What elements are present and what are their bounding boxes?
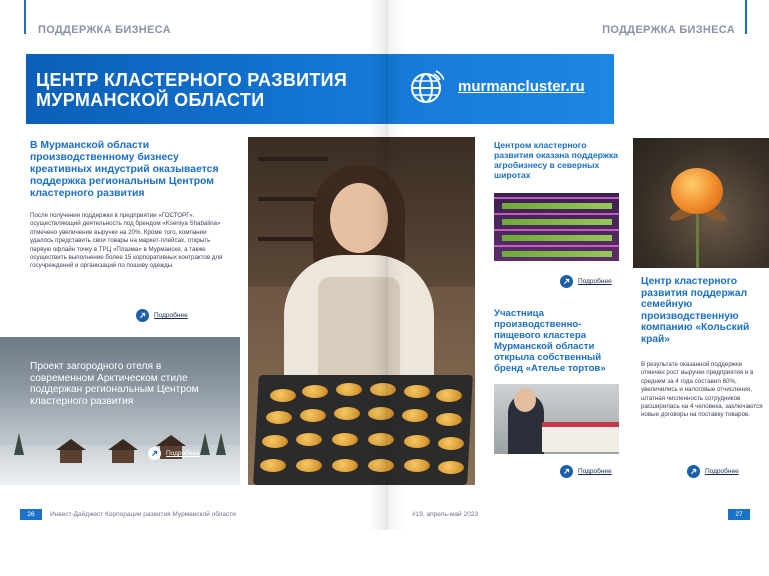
arrow-up-right-icon [560, 275, 573, 288]
baker-photo [248, 137, 475, 485]
arrow-up-right-icon [687, 465, 700, 478]
kola-article-body: В результате оказанной поддержки отмечен рост выручки предприятия и в среднем за 4 года составил 60%, увеличились и налоговые отчисления, штатная численность сотрудников расширилась на 4 человека, заключаются новые договоры на поставку товаров. [641, 361, 763, 419]
footer-issue: #19, апрель-май 2023 [412, 511, 478, 518]
creative-article-title: В Мурманской области производственному бизнесу креативных индустрий оказывается поддержка региональным Центром кластерного развития [30, 140, 219, 199]
section-header-left: ПОДДЕРЖКА БИЗНЕСА [38, 24, 171, 36]
arrow-up-right-icon [560, 465, 573, 478]
cake-article-title: Участница производственно-пищевого кластера Мурманской области открыла собственный бренд «Ателье тортов» [494, 308, 606, 374]
hotel-more-link[interactable] [148, 447, 200, 460]
footer-publication: Инвест-Дайджест Корпорации развития Мурманской области [50, 511, 236, 518]
arrow-up-right-icon [136, 309, 149, 322]
more-label: Подробнее [578, 468, 612, 475]
creative-more-link[interactable] [136, 309, 188, 322]
left-accent-line [24, 0, 26, 34]
page-number-left: 26 [20, 509, 42, 520]
right-accent-line [745, 0, 747, 34]
more-label: Подробнее [154, 312, 188, 319]
greenhouse-photo [494, 193, 619, 261]
hotel-article-title: Проект загородного отеля в современном Арктическом стиле поддержан региональным Центром кластерного развития [30, 361, 199, 407]
section-header-right: ПОДДЕРЖКА БИЗНЕСА [602, 24, 735, 36]
creative-article-body: После получения поддержки в предприятии «ГОСТОРГ», осуществляющий деятельность под брендом «Kseniya Shabalina» отмечено увеличение выручки на 20%. Кроме того, компании удалось представить свои товары на маркет-плейсах, открыть первую офлайн точку в ТРЦ «Плазма» в Мурманске, а также осуществить выполнение более 15 корпоративных контрактов для госучреждений и организаций по пошиву одежды. [30, 212, 223, 270]
kola-article-title: Центр кластерного развития поддержал семейную производственную компанию «Кольский край» [641, 276, 750, 345]
kola-more-link[interactable] [687, 465, 739, 478]
cake-atelier-photo [494, 384, 619, 454]
banner-title: ЦЕНТР КЛАСТЕРНОГО РАЗВИТИЯ МУРМАНСКОЙ ОБЛАСТИ [36, 70, 348, 110]
cake-more-link[interactable] [560, 465, 612, 478]
arrow-up-right-icon [148, 447, 161, 460]
page-gutter [370, 0, 404, 530]
website-link[interactable]: murmancluster.ru [458, 78, 585, 95]
more-label: Подробнее [166, 450, 200, 457]
agro-more-link[interactable] [560, 275, 612, 288]
globe-icon [408, 70, 444, 106]
page-number-right: 27 [728, 509, 750, 520]
more-label: Подробнее [705, 468, 739, 475]
hotel-photo [0, 337, 240, 485]
agro-article-title: Центром кластерного развития оказана поддержка агробизнесу в северных широтах [494, 140, 618, 180]
more-label: Подробнее [578, 278, 612, 285]
cloudberry-photo [633, 138, 769, 268]
